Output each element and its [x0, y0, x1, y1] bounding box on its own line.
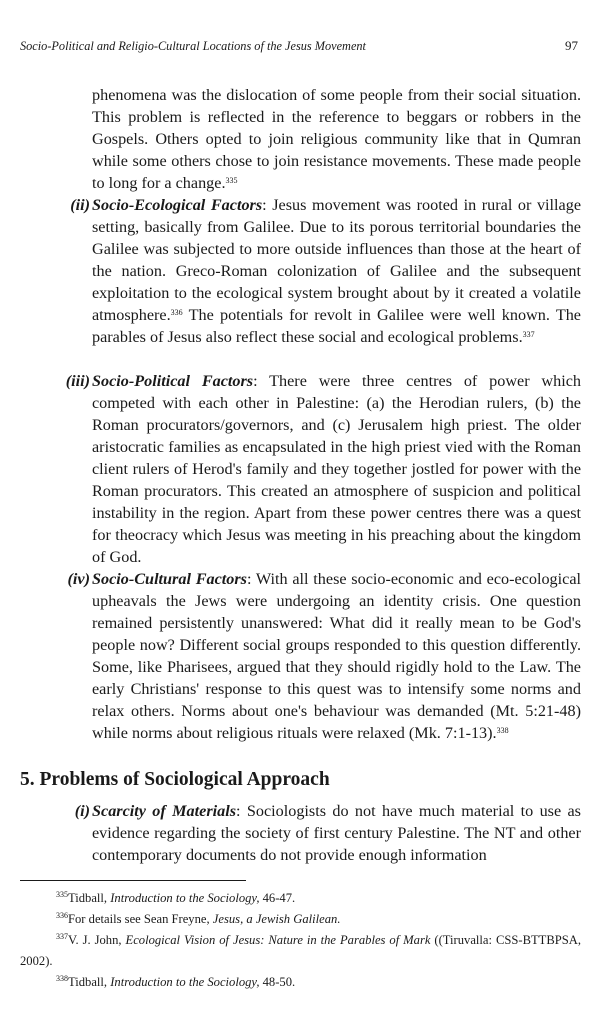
footnote-ref-338: 338 [496, 726, 509, 735]
footnote-ref-335: 335 [225, 176, 238, 185]
item-text-continued: The potentials for revolt in Galilee were well known. The parables of Jesus also reflect these social and ecological problems. [92, 306, 581, 346]
footnote: $^{337}$V. J. John, Ecological Vision of Jesus: Nature in the Parables of Mark ((Tiruvalla: CSS-BTTBPSA, 2002). [20, 932, 582, 968]
item-number: (iv) [67, 570, 90, 588]
running-head [20, 38, 578, 54]
item-title: Socio-Ecological Factors [92, 196, 263, 214]
list-item-socio-political [65, 370, 581, 568]
footnotes [20, 888, 581, 993]
footnote-divider [20, 880, 246, 881]
item-text: : Sociologists do not have much material to use as evidence regarding the society of first century Palestine. The NT and other contemporary documents do not provide enough information [92, 802, 581, 864]
item-number: (ii) [70, 196, 90, 214]
footnote: $^{336}$For details see Sean Freyne, Jesus, a Jewish Galilean. [56, 911, 341, 926]
continuation-paragraph [92, 84, 581, 194]
footnote-number: 336 [56, 911, 68, 920]
item-title: Socio-Cultural Factors [92, 570, 247, 588]
item-text: : Jesus movement was rooted in rural or village setting, basically from Galilee. Due to its porous territorial boundaries the Galilee was subjected to more outside influences than those at the heart of the nation. Greco-Roman colonization of Galilee and the subsequent exploitation to the ecological system brought about by it created a volatile atmosphere. [92, 196, 582, 324]
item-title: Scarcity of Materials [92, 802, 237, 820]
footnote-number: 337 [56, 932, 68, 941]
continuation-text: phenomena was the dislocation of some people from their social situation. This problem is reflected in the reference to beggars or robbers in the Gospels. Others opted to join religious community like that in Qumran while some others chose to join resistance movements. These made people to long for a change. [92, 86, 581, 192]
item-text: : There were three centres of power which competed with each other in Palestine: (a) the Herodian rulers, (b) the Roman procurators/governors, and (c) Jerusalem high priest. The older aristocratic families as encapsulated in the high priest vied with the Roman client rulers of Herod's family and they together jostled for power with the Roman procurators. This created an atmosphere of suspicion and political instability in the region. Apart from these power centres there was a quest for theocracy which Jesus was meeting in his preaching about the kingdom of God. [92, 372, 581, 566]
list-item-scarcity-of-materials [74, 800, 581, 866]
page-number: 97 [565, 38, 578, 53]
footnote: $^{338}$Tidball, Introduction to the Sociology, 48-50. [56, 974, 296, 989]
footnote-number: 335 [56, 890, 68, 899]
section-heading: 5. Problems of Sociological Approach [20, 769, 330, 790]
item-number: (i) [74, 802, 90, 820]
list-item-socio-ecological [70, 194, 582, 348]
list-item-socio-cultural [67, 568, 582, 744]
footnote-ref-336: 336 [170, 308, 183, 317]
item-number: (iii) [65, 372, 90, 390]
footnote-number: 338 [56, 974, 68, 983]
item-text: : With all these socio-economic and eco-ecological upheavals the Jews were undergoing an identity crisis. One question remained persistently unanswered: What did it really mean to be God's people now? Different social groups responded to this question differently. Some, like Pharisees, argued that they should rigidly hold to the Law. The early Christians' response to this quest was to intensify some norms and relax others. Norms about one's behaviour was demanded (Mt. 5:21-48) while norms about religious rituals were relaxed (Mk. 7:1-13). [92, 570, 582, 742]
footnote: $^{335}$Tidball, Introduction to the Sociology, 46-47. [56, 890, 296, 905]
footnote-ref-337: 337 [522, 330, 535, 339]
item-title: Socio-Political Factors [92, 372, 254, 390]
running-head-title: Socio-Political and Religio-Cultural Locations of the Jesus Movement [20, 39, 366, 53]
